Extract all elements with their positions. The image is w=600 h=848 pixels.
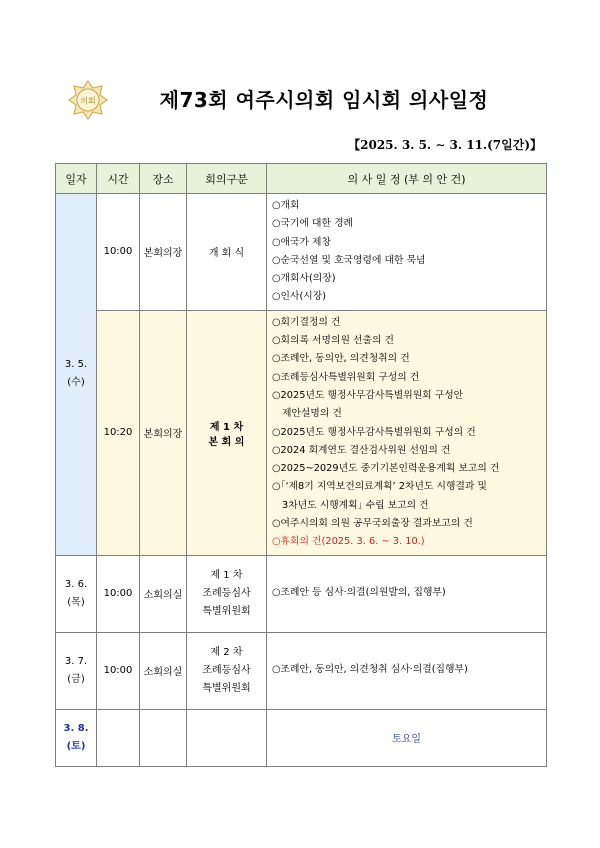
list-item: ○조례안, 동의안, 의견청취 심사·의결(집행부) — [272, 664, 468, 676]
list-item: ○여주시의회 의원 공무국외출장 결과보고의 건 — [272, 518, 473, 530]
list-item: ○애국가 제창 — [272, 236, 331, 248]
list-item: ○조례안 등 심사·의결(의원발의, 집행부) — [272, 587, 446, 599]
place-cell: 소회의실 — [140, 632, 187, 709]
meeting-type-cell: 제 1 차 본 회 의 — [187, 310, 267, 555]
header-place: 장소 — [140, 164, 187, 194]
time-cell: 10:00 — [97, 555, 140, 632]
meeting-type-cell: 제 2 차 조례등심사 특별위원회 — [187, 632, 267, 709]
place-cell: 본회의장 — [140, 194, 187, 311]
agenda-cell — [267, 194, 547, 311]
page-title: 제73회 여주시의회 임시회 의사일정 — [159, 88, 489, 112]
list-item: ○조례등심사특별위원회 구성의 건 — [272, 371, 420, 383]
table-row — [56, 555, 547, 632]
list-item: ○2025년도 행정사무감사특별위원회 구성의 건 — [272, 426, 476, 438]
saturday-note: 토요일 — [267, 709, 547, 766]
header-agenda: 의 사 일 정 (부 의 안 건) — [267, 164, 547, 194]
header-meeting-type: 회의구분 — [187, 164, 267, 194]
time-cell: 10:20 — [97, 310, 140, 555]
date-cell: 3. 7. (금) — [56, 632, 97, 709]
list-item: ○｢‘제8기 지역보건의료계획’ 2차년도 시행결과 및 — [272, 481, 487, 493]
schedule-table — [55, 163, 547, 767]
time-cell: 10:00 — [97, 194, 140, 311]
session-period: 【2025. 3. 5. ∼ 3. 11.(7일간)】 — [348, 138, 542, 152]
agenda-cell — [267, 310, 547, 555]
list-item: ○조례안, 동의안, 의견청취의 건 — [272, 353, 410, 365]
table-row — [56, 194, 547, 311]
date-cell: 3. 6. (목) — [56, 555, 97, 632]
header-time: 시간 — [97, 164, 140, 194]
date-cell: 3. 8. (토) — [56, 709, 97, 766]
seal-text: 의회 — [80, 96, 96, 106]
list-item: ○국기에 대한 경례 — [272, 218, 354, 230]
place-cell: 소회의실 — [140, 555, 187, 632]
header-row — [56, 164, 547, 194]
place-cell: 본회의장 — [140, 310, 187, 555]
table-row — [56, 709, 547, 766]
table-row — [56, 310, 547, 555]
list-item: ○회의록 서명의원 선출의 건 — [272, 335, 394, 347]
list-item: ○2024 회계연도 결산검사위원 선임의 건 — [272, 444, 451, 456]
meeting-type-cell: 개 회 식 — [187, 194, 267, 311]
meeting-type-cell — [187, 709, 267, 766]
list-item: ○회기결정의 건 — [272, 316, 341, 328]
list-item: ○2025~2029년도 중기기본인력운용계획 보고의 건 — [272, 463, 500, 475]
list-item: ○휴회의 건(2025. 3. 6. ∼ 3. 10.) — [272, 536, 425, 548]
table-row — [56, 632, 547, 709]
list-item: ○개회 — [272, 200, 300, 211]
list-item: ○개회사(의장) — [272, 273, 336, 285]
agenda-cell — [267, 632, 547, 709]
place-cell — [140, 709, 187, 766]
header-date: 일자 — [56, 164, 97, 194]
list-item: ○2025년도 행정사무감사특별위원회 구성안 — [272, 389, 464, 401]
time-cell — [97, 709, 140, 766]
list-item: 3차년도 시행계획｣ 수립 보고의 건 — [282, 499, 429, 511]
list-item: ○인사(시장) — [272, 291, 327, 303]
date-cell: 3. 5. (수) — [56, 194, 97, 556]
list-item: 제안설명의 건 — [282, 408, 342, 420]
list-item: ○순국선열 및 호국영령에 대한 묵념 — [272, 254, 426, 266]
time-cell: 10:00 — [97, 632, 140, 709]
meeting-type-cell: 제 1 차 조례등심사 특별위원회 — [187, 555, 267, 632]
agenda-cell — [267, 555, 547, 632]
